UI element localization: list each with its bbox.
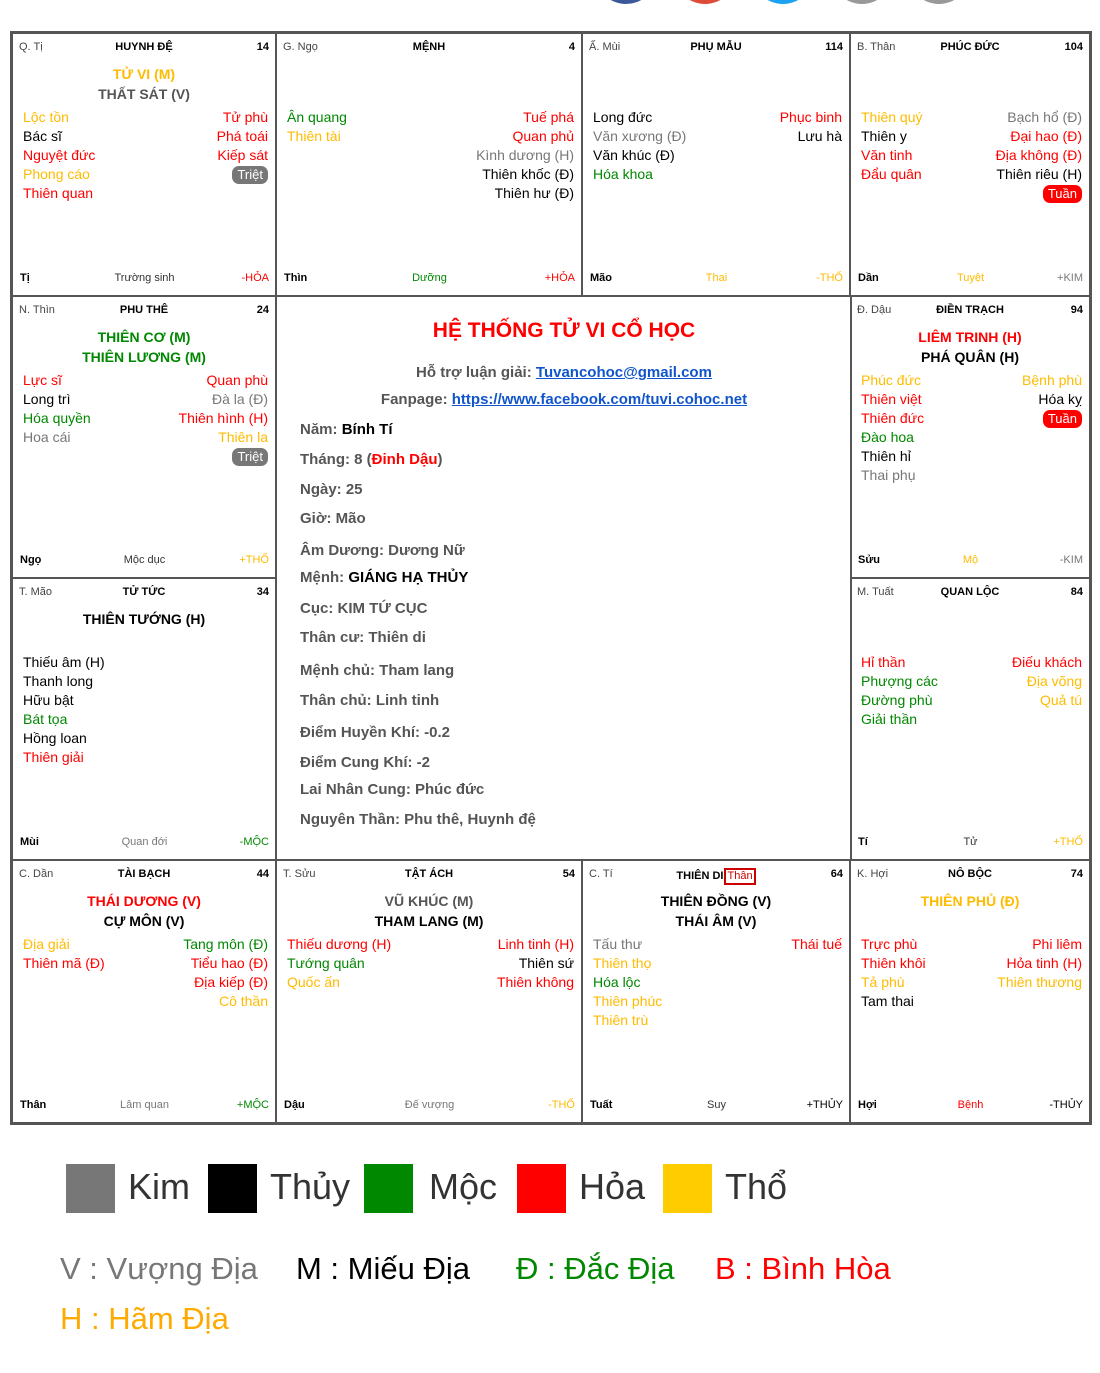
cuc-line: Cục: KIM TỨ CỤC — [300, 600, 428, 617]
trang-sinh-stage: Tuyệt — [956, 272, 985, 284]
dai-han-chi: Sửu — [858, 554, 881, 566]
twitter-share-icon[interactable] — [752, 0, 814, 4]
palace-footer — [20, 836, 269, 850]
google-share-icon[interactable] — [674, 0, 736, 4]
minor-stars-left — [861, 108, 922, 184]
dai-han-chi: Tuất — [590, 1099, 613, 1111]
palace-name: QUAN LỘC — [940, 586, 1000, 598]
major-star: LIÊM TRINH (H) — [918, 329, 1022, 345]
minor-star: Địa giải — [23, 936, 70, 952]
palace-number: 34 — [256, 586, 269, 598]
trang-sinh-stage: Lâm quan — [120, 1099, 169, 1111]
minor-stars-right — [476, 108, 574, 203]
minor-star: Phục binh — [779, 109, 842, 125]
minor-stars-right — [497, 935, 574, 992]
palace-header — [857, 868, 1083, 882]
minor-star: Bạch hổ (Đ) — [1007, 109, 1082, 125]
menh-chu-line: Mệnh chủ: Tham lang — [300, 662, 455, 679]
minor-star: Địa võng — [1026, 673, 1082, 689]
dai-han-chi: Dần — [858, 272, 879, 284]
dai-han-chi: Mão — [590, 272, 612, 284]
center-info-panel — [276, 296, 852, 860]
palace-can-chi: N. Thìn — [19, 304, 55, 316]
palace-suu — [276, 860, 582, 1123]
palace-footer — [858, 272, 1083, 286]
palace-header — [857, 304, 1083, 318]
palace-can-chi: G. Ngọ — [283, 41, 318, 53]
share-icon-4[interactable] — [831, 0, 893, 4]
palace-tuat — [850, 578, 1090, 860]
minor-star: Quả tú — [1039, 692, 1082, 708]
palace-footer — [20, 1099, 269, 1113]
palace-can-chi: B. Thân — [857, 41, 896, 53]
minor-star: Cô thần — [218, 993, 268, 1009]
minor-stars-right — [791, 935, 842, 954]
minor-star: Thiên tài — [287, 128, 341, 144]
palace-footer — [858, 554, 1083, 568]
am-duong-line: Âm Dương: Dương Nữ — [300, 542, 465, 559]
minor-star: Phúc đức — [861, 372, 921, 388]
minor-star: Thiên giải — [23, 749, 84, 765]
ngu-hanh: +KIM — [1057, 272, 1083, 284]
minor-star: Thiên phúc — [593, 993, 663, 1009]
palace-name: TÀI BẠCH — [117, 868, 171, 880]
than-chu-line: Thân chủ: Linh tinh — [300, 692, 440, 709]
palace-ngo — [276, 33, 582, 296]
minor-star: Tướng quân — [287, 955, 365, 971]
minor-star: Đà la (Đ) — [211, 391, 268, 407]
major-star: THẤT SÁT (V) — [98, 86, 190, 102]
palace-can-chi: T. Sửu — [283, 868, 316, 880]
minor-star: Thiếu dương (H) — [287, 936, 392, 952]
dai-han-chi: Thìn — [284, 272, 308, 284]
palace-dau — [850, 296, 1090, 578]
trang-sinh-stage: Tử — [963, 836, 978, 848]
major-stars — [583, 891, 849, 931]
palace-header — [589, 41, 843, 55]
palace-header — [589, 868, 843, 882]
palace-number: 54 — [562, 868, 575, 880]
minor-star: Hóa kỵ — [1038, 391, 1082, 407]
dai-han-chi: Thân — [20, 1099, 47, 1111]
major-star: THIÊN PHỦ (Đ) — [920, 893, 1020, 909]
major-stars — [851, 891, 1089, 911]
minor-stars-left — [23, 371, 91, 447]
palace-header — [283, 868, 575, 882]
palace-name: MỆNH — [412, 41, 446, 53]
tuan-badge: Tuần — [1043, 185, 1082, 203]
major-star: PHÁ QUÂN (H) — [921, 349, 1019, 365]
major-star: VŨ KHÚC (M) — [384, 893, 474, 909]
major-stars — [851, 327, 1089, 367]
fanpage-line: Fanpage: https://www.facebook.com/tuvi.cohoc.net — [380, 391, 748, 408]
minor-star: Thiên hư (Đ) — [494, 185, 574, 201]
minor-star: Quan phủ — [512, 128, 574, 144]
legend-label: Thủy — [270, 1166, 351, 1207]
palace-number: 104 — [1064, 41, 1083, 53]
palace-number: 14 — [256, 41, 269, 53]
palace-name: PHU THÊ — [119, 304, 169, 316]
dai-han-chi: Tị — [20, 272, 30, 284]
palace-name: THIÊN DI Thân — [589, 868, 843, 885]
minor-star: Tam thai — [861, 993, 914, 1009]
legend-swatch-0 — [66, 1164, 115, 1213]
palace-footer — [284, 1099, 575, 1113]
palace-than — [850, 33, 1090, 296]
minor-star: Trực phù — [861, 936, 918, 952]
minor-star: Hồng loan — [23, 730, 87, 746]
palace-footer — [590, 272, 843, 286]
ngu-hanh: -THỦY — [1049, 1099, 1083, 1111]
minor-star: Tuế phá — [523, 109, 574, 125]
palace-can-chi: T. Mão — [19, 586, 53, 598]
than-cu-line: Thân cư: Thiên di — [300, 629, 426, 646]
palace-header — [19, 868, 269, 882]
legend-label: Thổ — [725, 1166, 788, 1207]
minor-stars-left — [861, 935, 926, 1011]
minor-stars-left — [287, 935, 391, 992]
major-stars — [13, 327, 275, 367]
share-icons — [595, 0, 975, 6]
palace-ti — [12, 33, 276, 296]
ngu-hanh: +THỔ — [239, 554, 269, 566]
minor-star: Đào hoa — [861, 429, 914, 445]
minor-star: Thiên la — [218, 429, 268, 445]
trang-sinh-stage: Thai — [705, 272, 728, 284]
minor-star: Đường phù — [861, 692, 933, 708]
palace-name: ĐIỀN TRẠCH — [936, 304, 1004, 316]
ngu-hanh: -MỘC — [239, 836, 269, 848]
legend-swatch-1 — [208, 1164, 257, 1213]
minor-star: Ân quang — [287, 109, 347, 125]
ngu-hanh: +THỔ — [1053, 836, 1083, 848]
legend-label: Mộc — [429, 1166, 498, 1207]
minor-star: Hoa cái — [23, 429, 71, 445]
triet-badge: Triệt — [232, 448, 268, 466]
major-stars — [13, 609, 275, 629]
palace-dan — [12, 860, 276, 1123]
minor-stars-left — [23, 935, 105, 973]
minor-star: Thai phụ — [861, 467, 916, 483]
palace-can-chi: C. Tí — [589, 868, 613, 880]
minor-star: Tiểu hao (Đ) — [190, 955, 268, 971]
trang-sinh-stage: Suy — [707, 1099, 726, 1111]
minor-star: Long trì — [23, 391, 71, 407]
palace-footer — [20, 272, 269, 286]
major-star: CỰ MÔN (V) — [103, 913, 185, 929]
minor-star: Kiếp sát — [217, 147, 268, 163]
palace-footer — [284, 272, 575, 286]
major-star: THIÊN LƯƠNG (M) — [82, 349, 206, 365]
palace-mui — [582, 33, 850, 296]
palace-number: 114 — [825, 41, 843, 53]
nguyen-than-line: Nguyên Thần: Phu thê, Huynh đệ — [300, 811, 536, 828]
trang-sinh-stage: Bệnh — [957, 1099, 984, 1111]
major-star: THIÊN CƠ (M) — [97, 329, 191, 345]
share-icon-5[interactable] — [908, 0, 970, 4]
strength-key-item: V : Vượng Địa — [60, 1251, 258, 1286]
major-star: TỬ VI (M) — [112, 66, 176, 82]
palace-header — [283, 41, 575, 55]
ngu-hanh: +MỘC — [236, 1099, 269, 1111]
minor-star: Điếu khách — [1011, 654, 1082, 670]
ngay-line: Ngày: 25 — [300, 481, 363, 498]
strength-key-item: H : Hãm Địa — [60, 1301, 229, 1336]
minor-star: Thiên thọ — [593, 955, 652, 971]
fanpage-link[interactable]: https://www.facebook.com/tuvi.cohoc.net — [451, 391, 748, 408]
legend-label: Hỏa — [579, 1166, 646, 1207]
palace-number: 74 — [1070, 868, 1083, 880]
palace-can-chi: Đ. Dậu — [857, 304, 892, 316]
nam-line: Năm: Bính Tí — [300, 421, 393, 438]
minor-stars-left — [23, 108, 95, 203]
minor-star: Địa không (Đ) — [995, 147, 1082, 163]
minor-star: Phượng các — [861, 673, 938, 689]
ngu-hanh: +THỦY — [806, 1099, 843, 1111]
minor-stars-right — [996, 108, 1082, 203]
major-star: THIÊN TƯỚNG (H) — [82, 611, 206, 627]
dai-han-chi: Ngọ — [20, 554, 42, 566]
major-star: THÁI ÂM (V) — [675, 913, 757, 929]
palace-mao — [12, 578, 276, 860]
major-stars — [277, 891, 581, 931]
ngu-hanh: -THỔ — [816, 272, 843, 284]
trang-sinh-stage: Mộc dục — [123, 554, 166, 566]
major-star: THÁI DƯƠNG (V) — [87, 893, 201, 909]
tuvi-chart-grid — [10, 31, 1092, 1125]
palace-name: TẬT ÁCH — [404, 868, 454, 880]
minor-star: Hữu bật — [23, 692, 74, 708]
menh-line: Mệnh: GIÁNG HẠ THỦY — [300, 569, 469, 586]
major-stars — [13, 891, 275, 931]
major-star: THAM LANG (M) — [374, 913, 484, 929]
minor-star: Văn tinh — [861, 147, 913, 163]
minor-star: Thiên sứ — [518, 955, 574, 971]
trang-sinh-stage: Đế vượng — [404, 1099, 455, 1111]
minor-star: Văn xương (Đ) — [593, 128, 687, 144]
minor-star: Tang môn (Đ) — [183, 936, 268, 952]
minor-star: Thiên việt — [861, 391, 922, 407]
minor-star: Lộc tồn — [23, 109, 69, 125]
minor-star: Linh tinh (H) — [497, 936, 574, 952]
minor-star: Địa kiếp (Đ) — [194, 974, 268, 990]
trang-sinh-stage: Quan đới — [121, 836, 168, 848]
dai-han-chi: Dậu — [284, 1099, 305, 1111]
minor-star: Bác sĩ — [23, 128, 62, 144]
palace-can-chi: M. Tuất — [857, 586, 894, 598]
dai-han-chi: Mùi — [20, 836, 39, 848]
palace-header — [19, 586, 269, 600]
palace-name: HUYNH ĐỆ — [115, 41, 173, 53]
minor-star: Đẩu quân — [861, 166, 922, 182]
minor-stars-right — [179, 371, 268, 466]
minor-stars-left — [593, 108, 686, 184]
diem-huyen-khi-line: Điểm Huyền Khí: -0.2 — [300, 724, 451, 741]
facebook-share-icon[interactable] — [595, 0, 657, 4]
minor-star: Thiên khốc (Đ) — [482, 166, 574, 182]
minor-star: Thiên trù — [593, 1012, 649, 1028]
trang-sinh-stage: Mộ — [962, 554, 979, 566]
minor-star: Bệnh phù — [1022, 372, 1082, 388]
tuan-badge: Tuần — [1043, 410, 1082, 428]
minor-star: Đại hao (Đ) — [1010, 128, 1082, 144]
palace-number: 44 — [256, 868, 269, 880]
palace-number: 4 — [568, 41, 575, 53]
minor-star: Thiên quý — [861, 109, 923, 125]
palace-name: PHÚC ĐỨC — [940, 41, 1000, 53]
strength-key-item: B : Bình Hòa — [715, 1251, 891, 1286]
palace-hoi — [850, 860, 1090, 1123]
minor-star: Hóa quyền — [23, 410, 91, 426]
triet-badge: Triệt — [232, 166, 268, 184]
minor-star: Quốc ấn — [287, 974, 340, 990]
minor-star: Thiên đức — [861, 410, 925, 426]
palace-can-chi: Ấ. Mùi — [589, 41, 621, 53]
diem-cung-khi-line: Điểm Cung Khí: -2 — [300, 754, 430, 771]
legend-swatch-2 — [364, 1164, 413, 1213]
palace-footer — [20, 554, 269, 568]
palace-number: 64 — [830, 868, 843, 880]
ngu-hanh: -HỎA — [241, 272, 269, 284]
palace-header — [857, 586, 1083, 600]
minor-star: Thái tuế — [791, 936, 842, 952]
support-line: Hỗ trợ luận giải: Tuvancohoc@gmail.com — [416, 364, 712, 381]
minor-stars-left — [593, 935, 662, 1030]
minor-star: Giải thần — [861, 711, 918, 727]
legend-swatch-3 — [517, 1164, 566, 1213]
minor-star: Phá toái — [216, 128, 268, 144]
than-marker: Thân — [724, 868, 755, 885]
palace-can-chi: Q. Tị — [19, 41, 43, 53]
ngu-hanh: -THỔ — [548, 1099, 575, 1111]
minor-star: Thiên riêu (H) — [996, 166, 1082, 182]
minor-stars-left — [861, 653, 938, 729]
legend-label: Kim — [128, 1166, 190, 1207]
ngu-hanh: -KIM — [1059, 554, 1083, 566]
minor-star: Hóa khoa — [593, 166, 653, 182]
palace-header — [857, 41, 1083, 55]
minor-stars-right — [780, 108, 842, 146]
minor-star: Thiên thương — [997, 974, 1082, 990]
minor-star: Nguyệt đức — [23, 147, 96, 163]
minor-star: Hóa lộc — [593, 974, 641, 990]
minor-stars-right — [1022, 371, 1082, 428]
minor-star: Tấu thư — [593, 936, 643, 952]
minor-star: Tử phù — [222, 109, 268, 125]
minor-star: Thiên hỉ — [861, 448, 911, 464]
palace-can-chi: K. Hợi — [857, 868, 889, 880]
minor-stars-left — [861, 371, 924, 485]
minor-star: Bát tọa — [23, 711, 68, 727]
legend-swatch-4 — [663, 1164, 712, 1213]
major-star: THIÊN ĐỒNG (V) — [660, 893, 772, 909]
palace-name: PHỤ MẪU — [690, 41, 742, 53]
minor-star: Thiên khôi — [861, 955, 926, 971]
chart-title: HỆ THỐNG TỬ VI CỔ HỌC — [432, 319, 696, 342]
palace-footer — [858, 836, 1083, 850]
palace-ti2 — [582, 860, 850, 1123]
minor-star: Lưu hà — [797, 128, 842, 144]
gio-line: Giờ: Mão — [300, 510, 366, 527]
minor-star: Long đức — [593, 109, 653, 125]
trang-sinh-stage: Dưỡng — [412, 272, 447, 284]
palace-name: NÔ BỘC — [948, 868, 992, 880]
minor-stars-right — [217, 108, 268, 184]
minor-stars-left — [23, 653, 105, 767]
palace-number: 84 — [1070, 586, 1083, 598]
minor-star: Tả phù — [861, 974, 905, 990]
minor-star: Thiên mã (Đ) — [23, 955, 105, 971]
palace-header — [19, 304, 269, 318]
minor-stars-right — [1012, 653, 1082, 710]
palace-number: 24 — [256, 304, 269, 316]
strength-key-item: M : Miếu Địa — [296, 1251, 470, 1286]
dai-han-chi: Hợi — [858, 1099, 877, 1111]
palace-header — [19, 41, 269, 55]
minor-star: Thiếu âm (H) — [23, 654, 105, 670]
minor-stars-right — [997, 935, 1082, 992]
strength-key-item: Đ : Đắc Địa — [516, 1251, 675, 1286]
minor-star: Quan phù — [206, 372, 268, 388]
ngu-hanh: +HỎA — [544, 272, 575, 284]
minor-stars-right — [183, 935, 268, 1011]
palace-thin — [12, 296, 276, 578]
minor-star: Phong cáo — [23, 166, 90, 182]
major-stars — [13, 64, 275, 104]
lai-nhan-cung-line: Lai Nhân Cung: Phúc đức — [300, 781, 485, 798]
palace-can-chi: C. Dần — [19, 868, 54, 880]
minor-stars-left — [287, 108, 347, 146]
dai-han-chi: Tí — [858, 836, 868, 848]
minor-star: Thiên y — [861, 128, 907, 144]
minor-star: Kình dương (H) — [476, 147, 574, 163]
minor-star: Lực sĩ — [23, 372, 62, 388]
minor-star: Thiên quan — [23, 185, 94, 201]
minor-star: Phi liêm — [1032, 936, 1082, 952]
palace-footer — [858, 1099, 1083, 1113]
palace-footer — [590, 1099, 843, 1113]
trang-sinh-stage: Trường sinh — [114, 272, 175, 284]
thang-line: Tháng: 8 (Đinh Dậu) — [300, 451, 443, 468]
palace-name: TỬ TỨC — [122, 586, 166, 598]
minor-star: Thiên không — [496, 974, 574, 990]
minor-star: Thiên hình (H) — [178, 410, 268, 426]
minor-star: Hỉ thần — [861, 654, 906, 670]
support-email-link[interactable]: Tuvancohoc@gmail.com — [535, 364, 712, 381]
palace-number: 94 — [1070, 304, 1083, 316]
minor-star: Thanh long — [23, 673, 94, 689]
minor-star: Văn khúc (Đ) — [593, 147, 675, 163]
minor-star: Hỏa tinh (H) — [1006, 955, 1082, 971]
